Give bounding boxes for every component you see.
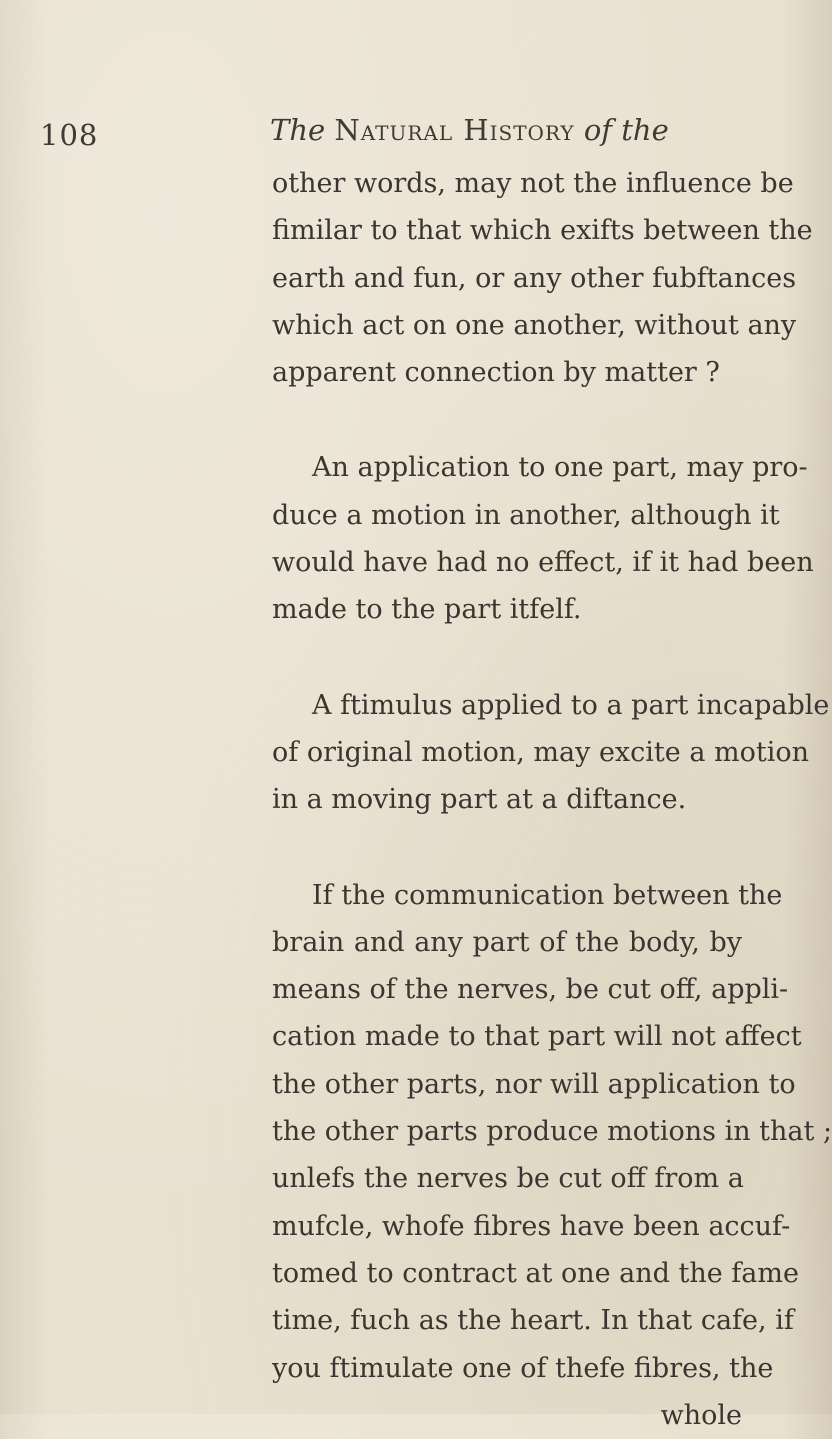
text-line: mufcle, whofe fibres have been accuf-	[272, 1210, 791, 1242]
running-head-part-3: of the	[574, 113, 669, 147]
paragraph-gap	[272, 824, 742, 872]
running-head-part-1: The	[270, 113, 335, 147]
text-line: which act on one another, without any	[272, 309, 797, 341]
text-line: would have had no effect, if it had been	[272, 547, 814, 579]
paragraph-3	[272, 682, 830, 824]
text-line: fimilar to that which exifts between the	[272, 215, 813, 247]
text-line: time, fuch as the heart. In that cafe, if	[272, 1305, 794, 1337]
text-line: brain and any part of the body, by	[272, 926, 742, 958]
text-line: of original motion, may excite a motion	[272, 736, 809, 768]
paragraph-1	[272, 160, 813, 396]
text-line: An application to one part, may pro-	[312, 452, 808, 484]
page-number: 108	[40, 118, 99, 152]
paragraph-2	[272, 444, 814, 633]
text-line: made to the part itfelf.	[272, 594, 582, 626]
text-line: A ftimulus applied to a part incapable	[312, 689, 830, 721]
body-text	[272, 160, 832, 1439]
catchword: whole	[660, 1399, 742, 1431]
text-line: the other parts, nor will application to	[272, 1068, 796, 1100]
paragraph-gap	[272, 396, 742, 444]
running-head-part-2: Natural History	[334, 113, 575, 147]
text-line: duce a motion in another, although it	[272, 499, 780, 531]
text-line: If the communication between the	[312, 879, 783, 911]
text-line: tomed to contract at one and the fame	[272, 1257, 799, 1289]
text-line: you ftimulate one of thefe fibres, the	[272, 1352, 774, 1384]
text-line: in a moving part at a diftance.	[272, 784, 687, 816]
text-line: apparent connection by matter ?	[272, 357, 720, 389]
paragraph-4	[272, 872, 832, 1439]
text-line: cation made to that part will not affect	[272, 1021, 802, 1053]
text-line: the other parts produce motions in that ;	[272, 1116, 832, 1148]
paragraph-gap	[272, 634, 742, 682]
running-head	[270, 113, 669, 147]
text-line: other words, may not the influence be	[272, 168, 794, 199]
text-line: unlefs the nerves be cut off from a	[272, 1163, 744, 1195]
text-line: earth and fun, or any other fubftances	[272, 262, 797, 294]
text-line: means of the nerves, be cut off, appli-	[272, 974, 789, 1006]
